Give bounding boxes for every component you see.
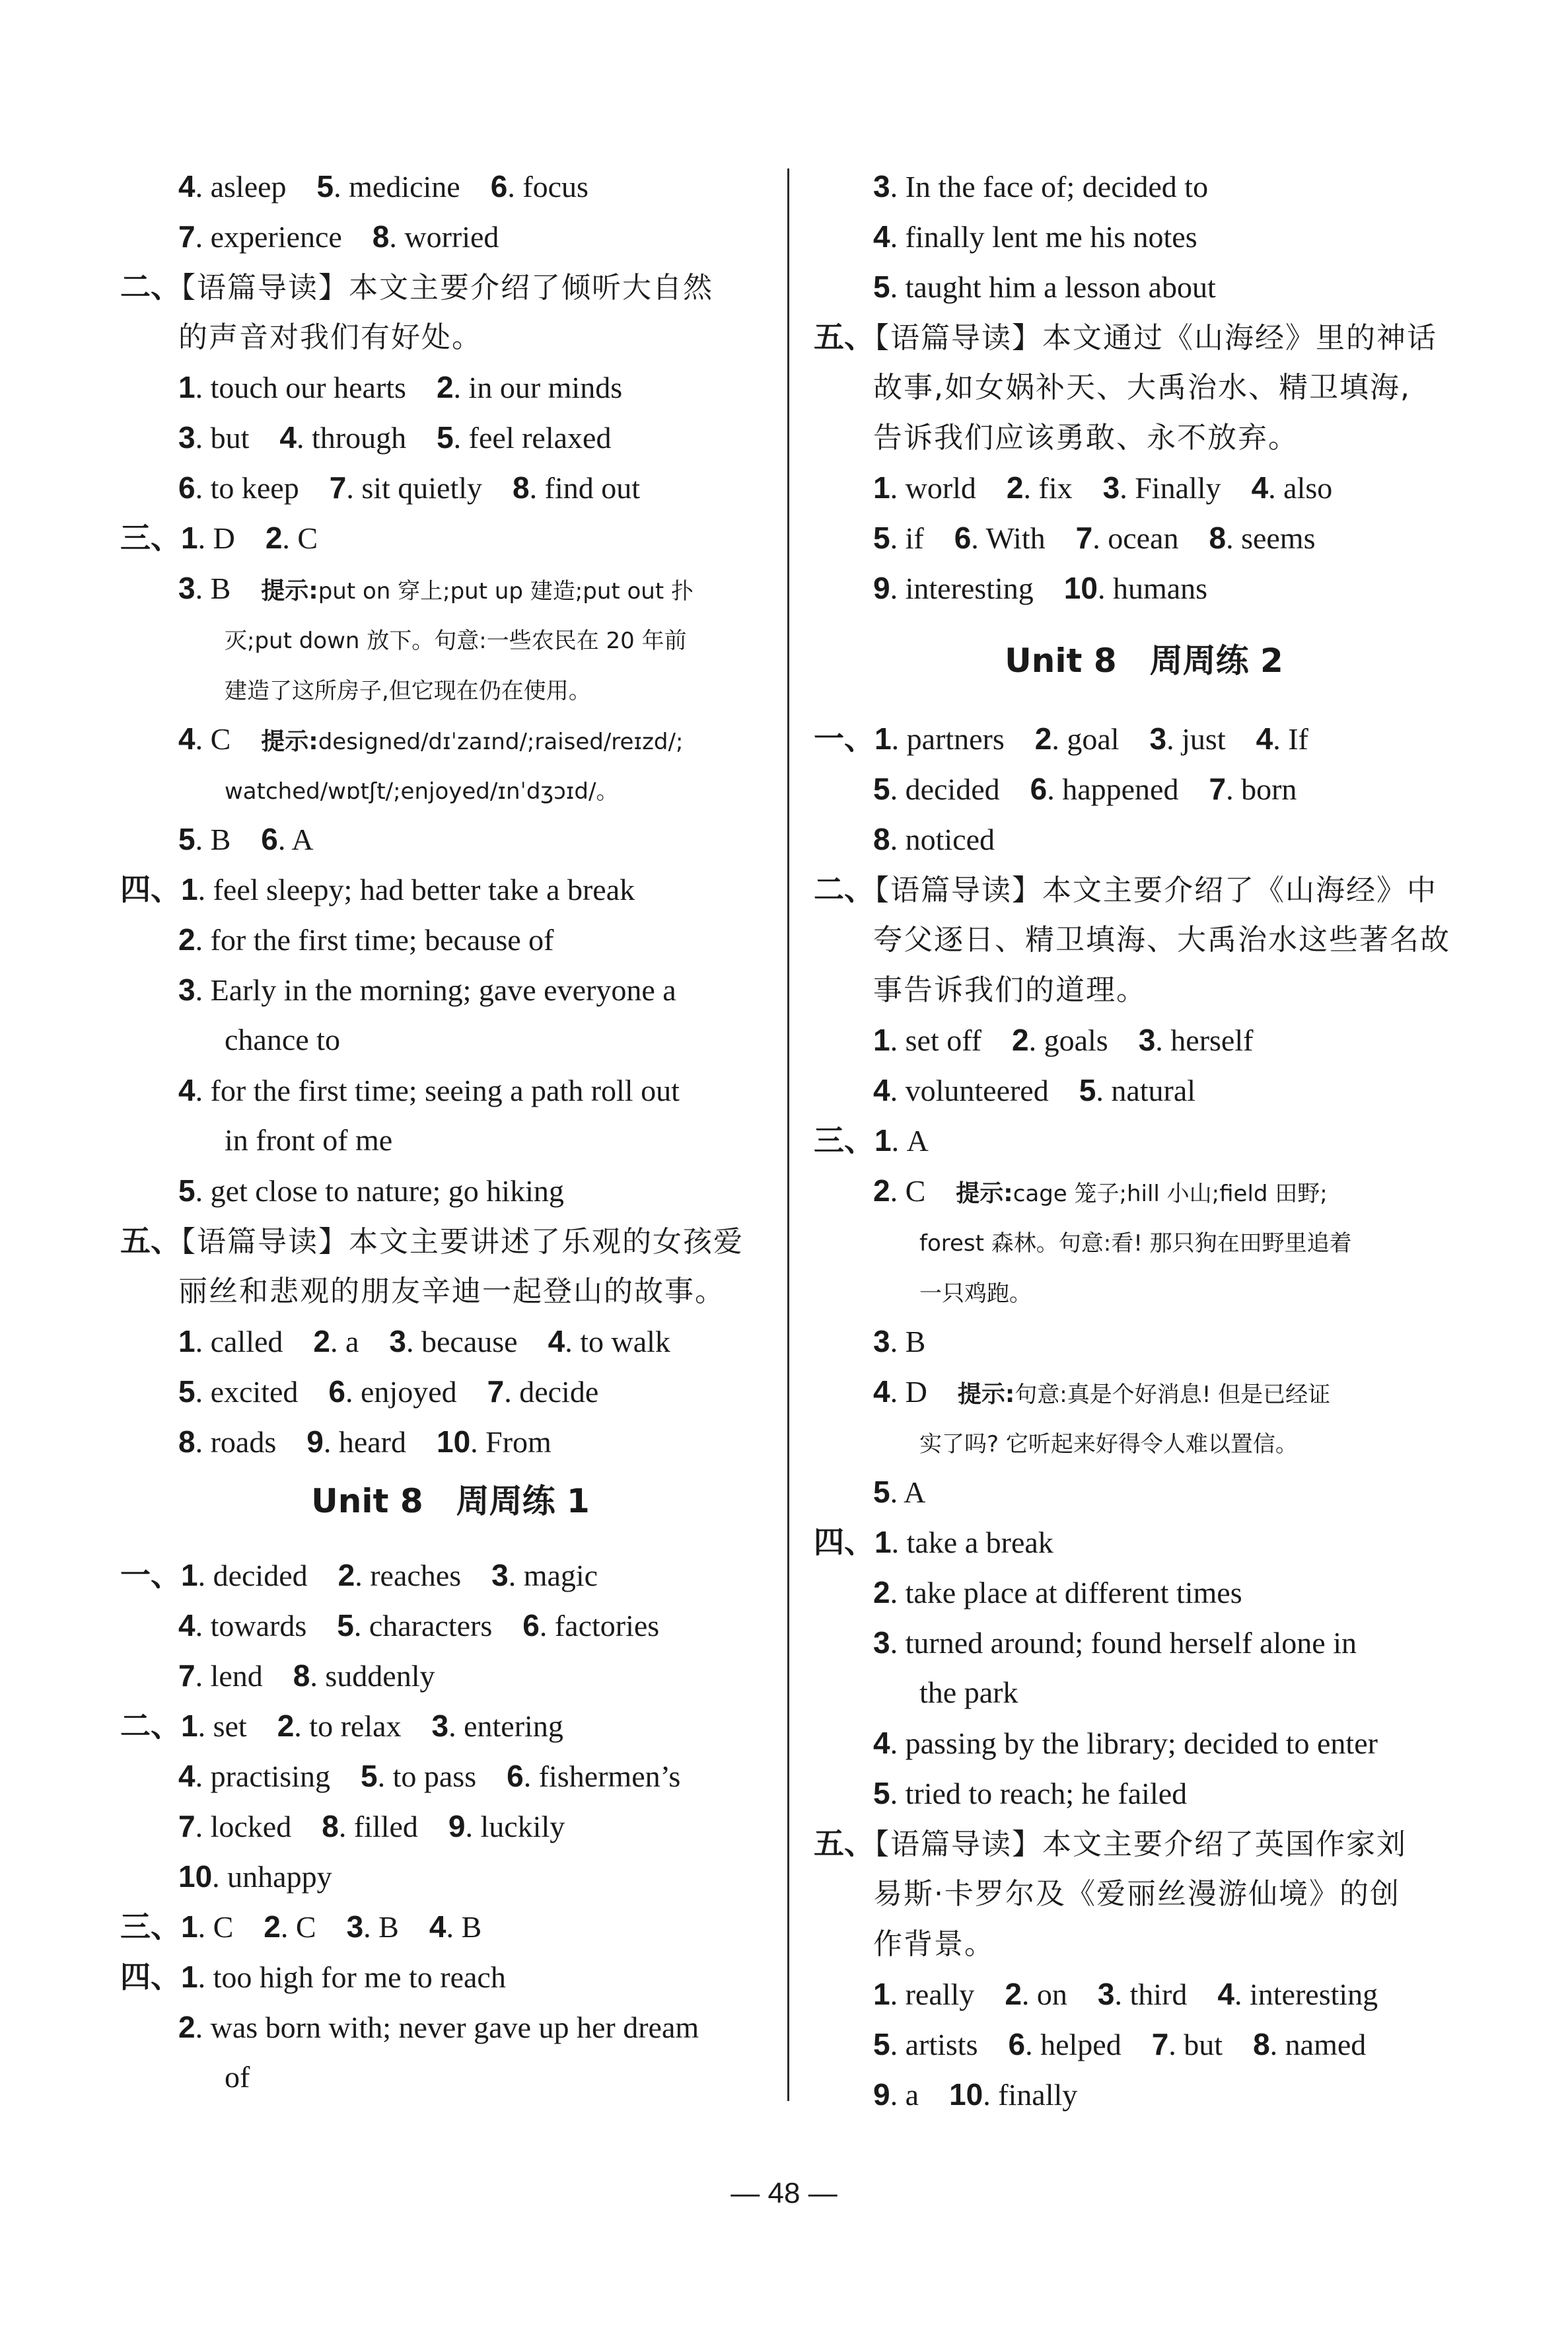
answer-line: 3. turned around; found herself alone in xyxy=(873,1625,1357,1660)
section-intro-cont: 告诉我们应该勇敢、永不放弃。 xyxy=(873,421,1299,455)
answer-line: 二、1. set 2. to relax 3. entering xyxy=(120,1708,563,1744)
answer-line: 四、1. too high for me to reach xyxy=(120,1959,506,1995)
answer-line: 1. world 2. fix 3. Finally 4. also xyxy=(873,470,1333,505)
answer-line: 3. Early in the morning; gave everyone a xyxy=(178,973,676,1007)
section-intro: 五、【语篇导读】本文主要介绍了英国作家刘 xyxy=(814,1826,1407,1861)
answer-line: 8. noticed xyxy=(873,822,995,856)
section-intro-cont: 易斯·卡罗尔及《爱丽丝漫游仙境》的创 xyxy=(873,1877,1400,1911)
answer-line: 5. excited 6. enjoyed 7. decide xyxy=(178,1374,599,1409)
answer-line: 1. really 2. on 3. third 4. interesting xyxy=(873,1977,1378,2011)
answer-cont: the park xyxy=(919,1676,1018,1709)
answer-line: 5. artists 6. helped 7. but 8. named xyxy=(873,2027,1367,2061)
answer-line: 5. get close to nature; go hiking xyxy=(178,1173,564,1208)
answer-line: 10. unhappy xyxy=(178,1859,332,1894)
column-divider xyxy=(787,168,789,2101)
answer-line: 5. if 6. With 7. ocean 8. seems xyxy=(873,521,1316,555)
page-number: — 48 — xyxy=(731,2177,837,2209)
answer-line: 7. experience 8. worried xyxy=(178,219,499,254)
answer-line: 4. volunteered 5. natural xyxy=(873,1073,1196,1107)
section-intro: 二、【语篇导读】本文主要介绍了《山海经》中 xyxy=(814,871,1437,907)
answer-with-tip: 4. C 提示:designed/dɪˈzaɪnd/;raised/reɪzd/; xyxy=(178,721,684,756)
answer-line: 4. asleep 5. medicine 6. focus xyxy=(178,169,588,203)
answer-line: 8. roads 9. heard 10. From xyxy=(178,1424,552,1459)
answer-line: 3. B xyxy=(873,1324,926,1358)
answer-line: 1. touch our hearts 2. in our minds xyxy=(178,370,623,404)
tip-line: forest 森林。句意:看! 那只狗在田野里追着 xyxy=(919,1230,1352,1257)
unit-heading: Unit 8 周周练 2 xyxy=(1005,642,1283,680)
answer-line: 5. decided 6. happened 7. born xyxy=(873,772,1297,806)
answer-line: 4. finally lent me his notes xyxy=(873,219,1197,254)
answer-line: 6. to keep 7. sit quietly 8. find out xyxy=(178,470,641,505)
unit-heading: Unit 8 周周练 1 xyxy=(311,1482,590,1520)
section-intro-cont: 的声音对我们有好处。 xyxy=(178,320,482,354)
answer-cont: chance to xyxy=(225,1023,340,1056)
tip-line: 一只鸡跑。 xyxy=(919,1280,1032,1307)
tip-line: 灭;put down 放下。句意:一些农民在 20 年前 xyxy=(225,628,687,654)
answer-line: 9. interesting 10. humans xyxy=(873,571,1208,605)
section-intro-cont: 夸父逐日、精卫填海、大禹治水这些著名故 xyxy=(873,923,1450,957)
answer-line: 三、1. C 2. C 3. B 4. B xyxy=(120,1909,482,1944)
section-intro: 二、【语篇导读】本文主要介绍了倾听大自然 xyxy=(120,269,713,305)
answer-with-tip: 3. B 提示:put on 穿上;put up 建造;put out 扑 xyxy=(178,571,694,605)
answer-line: 2. for the first time; because of xyxy=(178,922,554,957)
answer-line: 5. tried to reach; he failed xyxy=(873,1776,1188,1810)
answer-cont: in front of me xyxy=(225,1123,393,1157)
answer-line: 三、1. D 2. C xyxy=(120,520,318,556)
answer-with-tip: 4. D 提示:句意:真是个好消息! 但是已经证 xyxy=(873,1374,1331,1409)
answer-line: 一、1. decided 2. reaches 3. magic xyxy=(120,1557,598,1593)
answer-line: 2. was born with; never gave up her dream xyxy=(178,2010,699,2044)
answer-line: 4. passing by the library; decided to enter xyxy=(873,1726,1378,1760)
answer-line: 1. set off 2. goals 3. herself xyxy=(873,1023,1254,1057)
answer-with-tip: 2. C 提示:cage 笼子;hill 小山;field 田野; xyxy=(873,1173,1328,1208)
answer-line: 7. lend 8. suddenly xyxy=(178,1658,435,1693)
answer-line: 4. towards 5. characters 6. factories xyxy=(178,1608,660,1642)
answer-line: 4. for the first time; seeing a path roll out xyxy=(178,1073,680,1107)
answer-line: 9. a 10. finally xyxy=(873,2077,1078,2112)
section-intro-cont: 丽丝和悲观的朋友辛迪一起登山的故事。 xyxy=(178,1274,725,1308)
section-intro: 五、【语篇导读】本文通过《山海经》里的神话 xyxy=(814,319,1437,355)
answer-line: 四、1. take a break xyxy=(814,1524,1053,1560)
section-intro-cont: 事告诉我们的道理。 xyxy=(873,973,1147,1007)
answer-line: 一、1. partners 2. goal 3. just 4. If xyxy=(814,721,1308,757)
answer-line: 三、1. A xyxy=(814,1123,929,1158)
section-intro: 五、【语篇导读】本文主要讲述了乐观的女孩爱 xyxy=(120,1223,744,1259)
answer-line: 1. called 2. a 3. because 4. to walk xyxy=(178,1324,670,1358)
section-intro-cont: 故事,如女娲补天、大禹治水、精卫填海, xyxy=(873,371,1411,404)
answer-line: 5. taught him a lesson about xyxy=(873,270,1216,304)
tip-line: watched/wɒtʃt/;enjoyed/ɪnˈdʒɔɪd/。 xyxy=(225,778,619,805)
answer-line: 5. A xyxy=(873,1475,926,1509)
answer-line: 2. take place at different times xyxy=(873,1575,1242,1609)
tip-line: 建造了这所房子,但它现在仍在使用。 xyxy=(225,678,591,704)
section-intro-cont: 作背景。 xyxy=(873,1927,995,1961)
answer-line: 3. In the face of; decided to xyxy=(873,169,1209,203)
answer-line: 5. B 6. A xyxy=(178,822,314,856)
tip-line: 实了吗? 它听起来好得令人难以置信。 xyxy=(919,1431,1298,1458)
answer-line: 四、1. feel sleepy; had better take a break xyxy=(120,871,635,907)
answer-cont: of xyxy=(225,2060,250,2094)
answer-line: 7. locked 8. filled 9. luckily xyxy=(178,1809,565,1843)
answer-line: 4. practising 5. to pass 6. fishermen’s xyxy=(178,1759,681,1793)
answer-line: 3. but 4. through 5. feel relaxed xyxy=(178,420,612,455)
